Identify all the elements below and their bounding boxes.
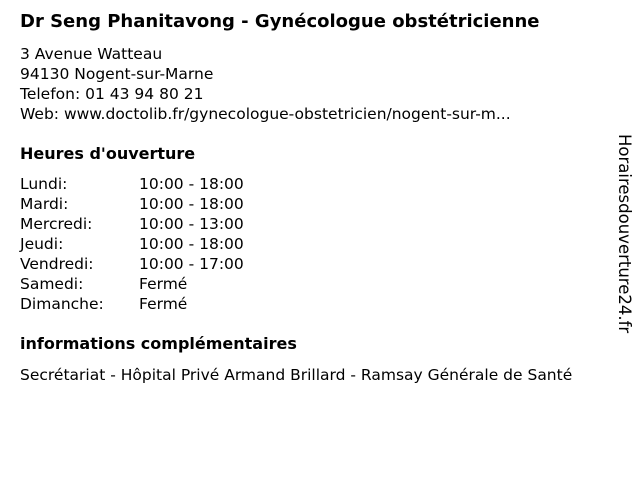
hours-row-wednesday — [20, 214, 244, 234]
hours-row-tuesday — [20, 194, 244, 214]
hours-row-sunday — [20, 294, 244, 314]
info-heading: informations complémentaires — [20, 334, 297, 353]
contact-block — [20, 44, 511, 124]
hours-row-thursday — [20, 234, 244, 254]
day-label: Mardi: — [20, 195, 69, 213]
hours-heading: Heures d'ouverture — [20, 144, 196, 163]
page-title: Dr Seng Phanitavong - Gynécologue obstétricienne — [20, 11, 540, 32]
phone-number: Telefon: 01 43 94 80 21 — [20, 85, 204, 103]
watermark-text: Horairesdouverture24.fr — [615, 134, 634, 334]
time-value: 10:00 - 18:00 — [139, 195, 244, 213]
city-postal: 94130 Nogent-sur-Marne — [20, 65, 214, 83]
time-value: 10:00 - 13:00 — [139, 215, 244, 233]
street-address: 3 Avenue Watteau — [20, 45, 163, 63]
hours-row-friday — [20, 254, 244, 274]
hours-table — [20, 174, 244, 314]
website-link[interactable]: Web: www.doctolib.fr/gynecologue-obstetricien/nogent-sur-m... — [20, 105, 511, 123]
hours-row-monday — [20, 174, 244, 194]
day-label: Jeudi: — [20, 235, 64, 253]
day-label: Lundi: — [20, 175, 68, 193]
day-label: Vendredi: — [20, 255, 94, 273]
day-label: Dimanche: — [20, 295, 104, 313]
info-text: Secrétariat - Hôpital Privé Armand Brillard - Ramsay Générale de Santé — [20, 366, 573, 384]
time-value: Fermé — [139, 295, 188, 313]
time-value: 10:00 - 18:00 — [139, 235, 244, 253]
hours-row-saturday — [20, 274, 244, 294]
site-watermark — [612, 134, 636, 344]
day-label: Mercredi: — [20, 215, 93, 233]
time-value: 10:00 - 18:00 — [139, 175, 244, 193]
day-label: Samedi: — [20, 275, 84, 293]
time-value: 10:00 - 17:00 — [139, 255, 244, 273]
time-value: Fermé — [139, 275, 188, 293]
